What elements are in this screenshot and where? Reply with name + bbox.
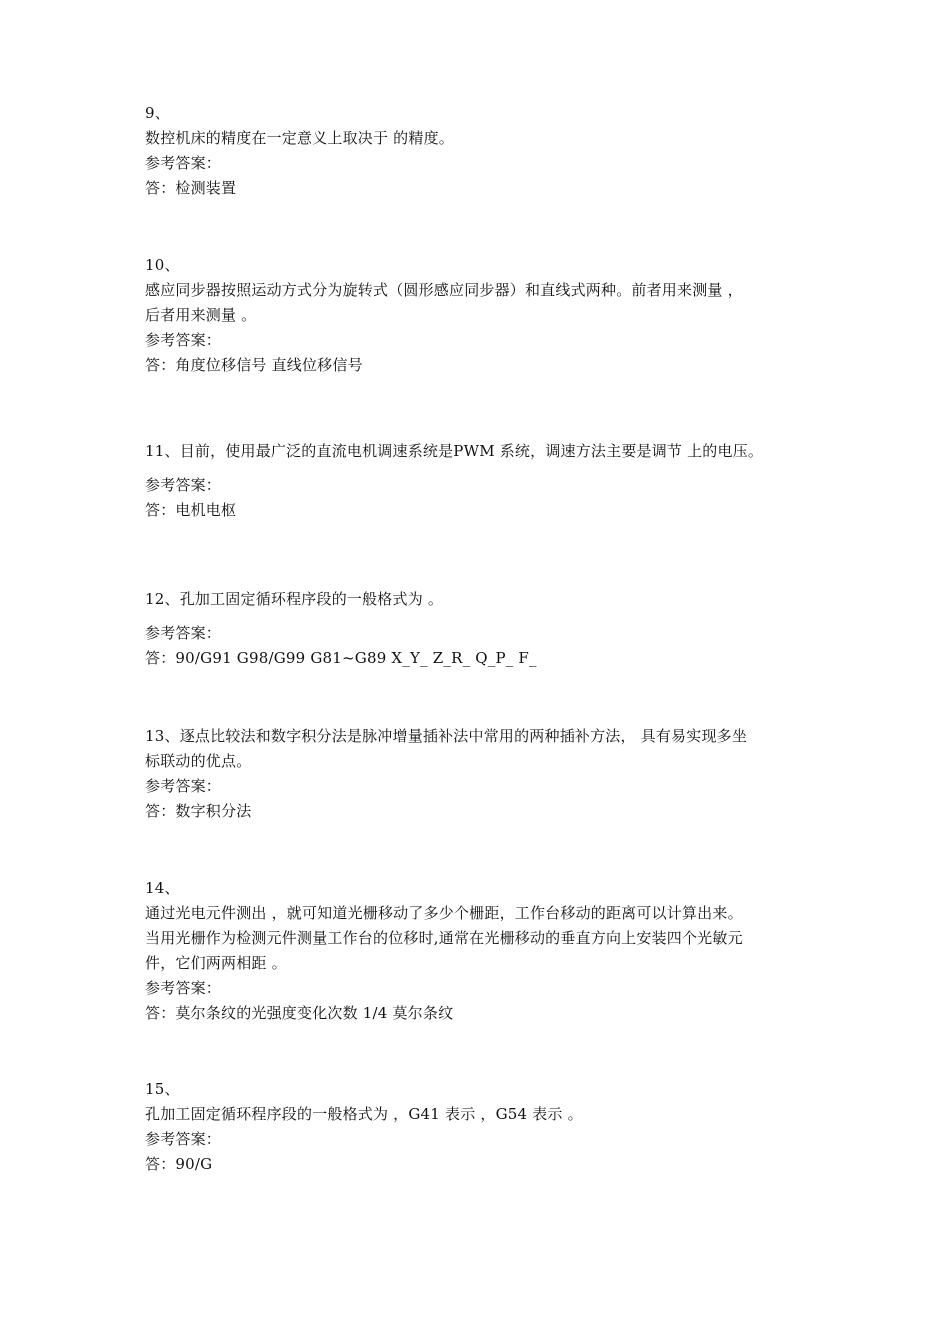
answer-label: 参考答案： xyxy=(145,777,222,795)
answer-label: 参考答案： xyxy=(145,1130,222,1148)
answer-label: 参考答案： xyxy=(145,154,222,172)
answer-label: 参考答案： xyxy=(145,331,222,349)
question-text-line xyxy=(145,439,825,464)
question-9 xyxy=(145,101,825,201)
question-text-line xyxy=(145,587,825,612)
answer-text: 答：数字积分法 xyxy=(145,802,252,820)
question-number: 11、 xyxy=(145,442,180,460)
question-15 xyxy=(145,1077,825,1177)
question-10 xyxy=(145,253,825,378)
question-text: 逐点比较法和数字积分法是脉冲增量插补法中常用的两种插补方法， 具有易实现多坐 xyxy=(179,727,748,745)
question-14 xyxy=(145,876,825,1026)
question-text: 感应同步器按照运动方式分为旋转式（圆形感应同步器）和直线式两种。前者用来测量 ， xyxy=(145,281,743,299)
question-text: 后者用来测量 。 xyxy=(145,306,257,324)
question-number: 9、 xyxy=(145,104,170,122)
question-text: 目前，使用最广泛的直流电机调速系统是PWM 系统，调速方法主要是调节 上的电压。 xyxy=(179,442,764,460)
question-text: 通过光电元件测出 ，就可知道光栅移动了多少个栅距，工作台移动的距离可以计算出来。 xyxy=(145,904,743,922)
question-number: 10、 xyxy=(145,256,180,274)
answer-text: 答：检测装置 xyxy=(145,179,237,197)
answer-text: 答：莫尔条纹的光强度变化次数 1/4 莫尔条纹 xyxy=(145,1004,454,1022)
question-number: 14、 xyxy=(145,879,180,897)
answer-text: 答：电机电枢 xyxy=(145,501,237,519)
question-text: 数控机床的精度在一定意义上取决于 的精度。 xyxy=(145,129,454,147)
question-text: 孔加工固定循环程序段的一般格式为 。 xyxy=(179,590,444,608)
question-number: 13、 xyxy=(145,727,180,745)
question-text-line xyxy=(145,724,825,749)
question-text: 孔加工固定循环程序段的一般格式为 ，G41 表示 ，G54 表示 。 xyxy=(145,1105,583,1123)
question-number: 12、 xyxy=(145,590,180,608)
answer-text: 答：90/G xyxy=(145,1155,213,1173)
question-13 xyxy=(145,724,825,824)
answer-text: 答：角度位移信号 直线位移信号 xyxy=(145,356,363,374)
answer-label: 参考答案： xyxy=(145,979,222,997)
question-text: 当用光栅作为检测元件测量工作台的位移时,通常在光栅移动的垂直方向上安装四个光敏元 xyxy=(145,929,743,947)
question-12 xyxy=(145,587,825,671)
answer-label: 参考答案： xyxy=(145,624,222,642)
question-11 xyxy=(145,439,825,523)
answer-text: 答：90/G91 G98/G99 G81~G89 X_Y_ Z_R_ Q_P_ F_ xyxy=(145,649,537,667)
answer-label: 参考答案： xyxy=(145,476,222,494)
question-text: 件，它们两两相距 。 xyxy=(145,954,287,972)
question-number: 15、 xyxy=(145,1080,180,1098)
question-text: 标联动的优点。 xyxy=(145,752,252,770)
